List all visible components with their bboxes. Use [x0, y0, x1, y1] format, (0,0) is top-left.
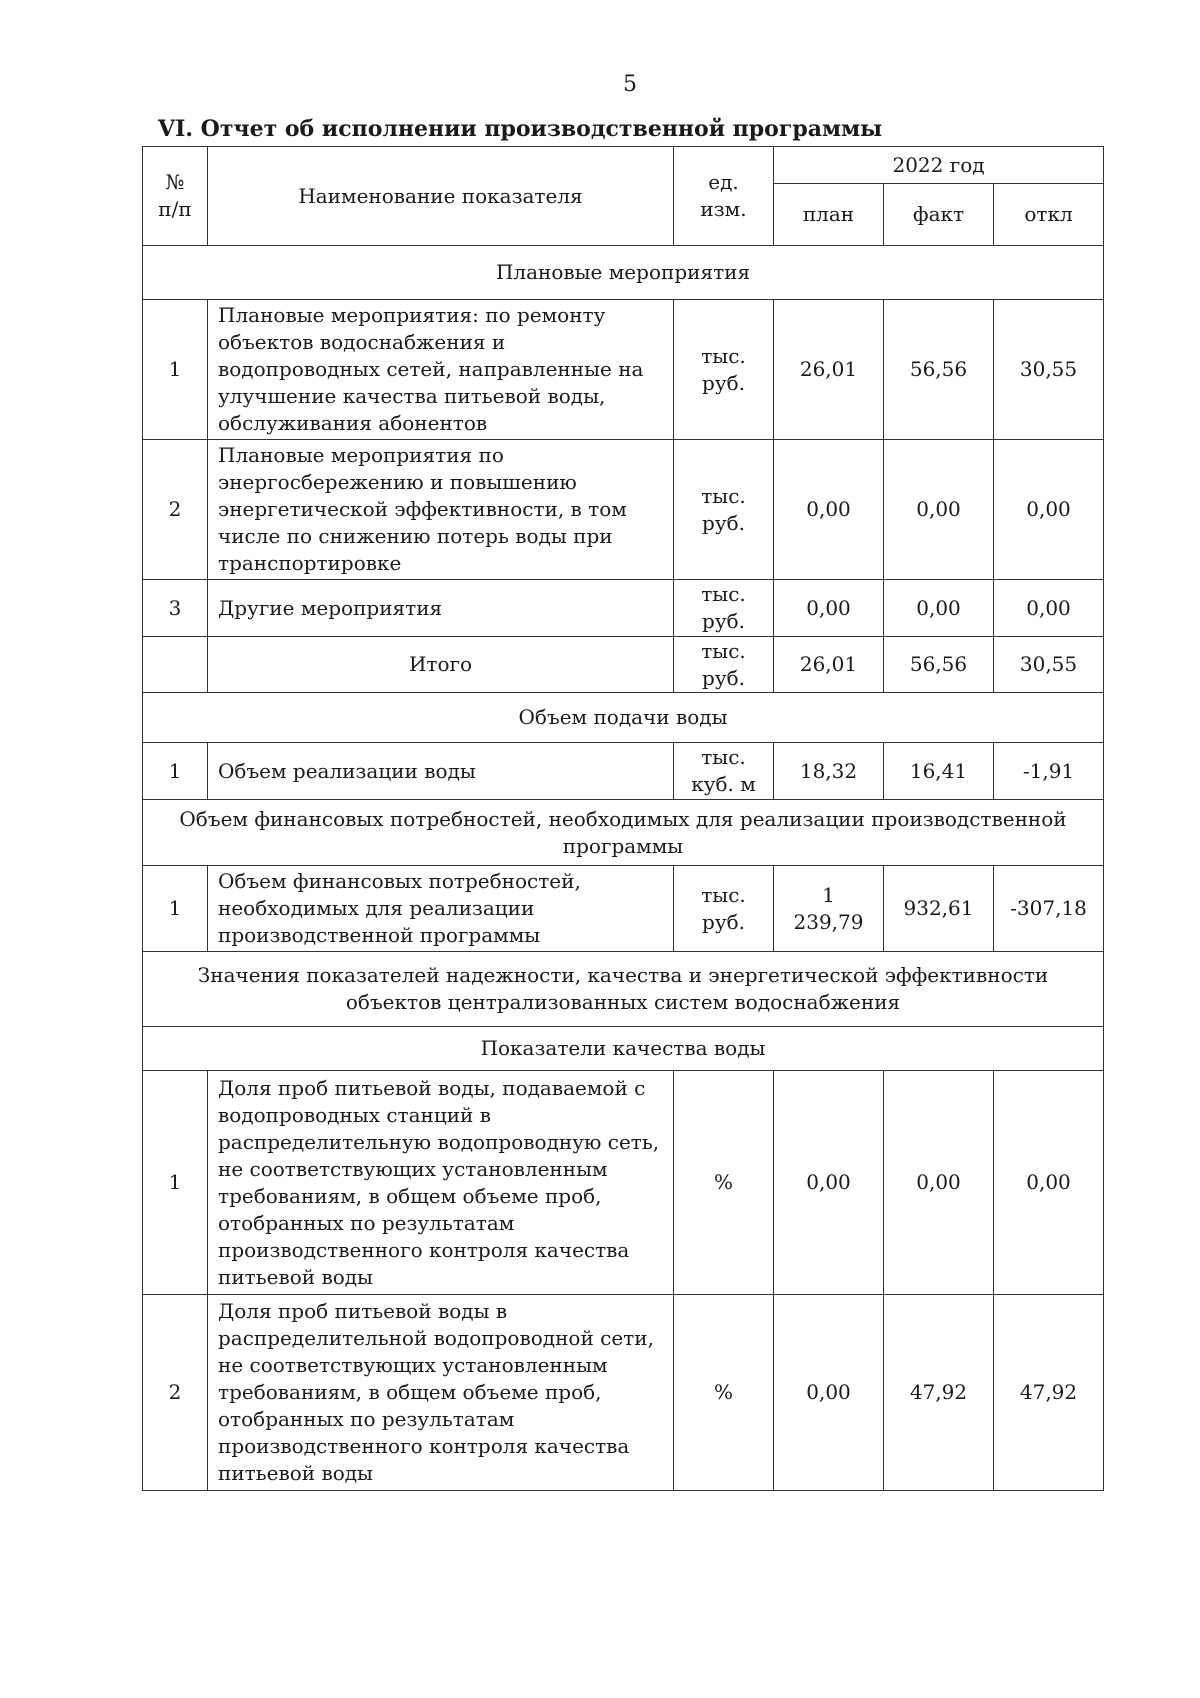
section-row	[143, 952, 1104, 1027]
cell-unit: тыс. руб.	[674, 440, 774, 580]
cell-num: 1	[143, 300, 208, 440]
table-row	[143, 866, 1104, 952]
cell-dev: -1,91	[994, 743, 1104, 800]
cell-name: Доля проб питьевой воды в распределительной водопроводной сети, не соответствующих установленным требованиям, в общем объеме проб, отобранных по результатам производственного контроля качества питьевой воды	[208, 1295, 674, 1491]
cell-plan: 18,32	[774, 743, 884, 800]
cell-unit: тыс. руб.	[674, 637, 774, 693]
header-fact: факт	[884, 184, 994, 246]
cell-name: Доля проб питьевой воды, подаваемой с водопроводных станций в распределительную водопроводную сеть, не соответствующих установленным требованиям, в общем объеме проб, отобранных по результатам производственного контроля качества питьевой воды	[208, 1071, 674, 1295]
page-number: 5	[623, 72, 637, 97]
section-title-planned: Плановые мероприятия	[143, 246, 1104, 300]
section-row	[143, 1027, 1104, 1071]
cell-fact: 16,41	[884, 743, 994, 800]
cell-plan: 1 239,79	[774, 866, 884, 952]
cell-unit: тыс. куб. м	[674, 743, 774, 800]
header-dev: откл	[994, 184, 1104, 246]
cell-plan: 0,00	[774, 1295, 884, 1491]
table-row	[143, 440, 1104, 580]
table-row	[143, 1295, 1104, 1491]
cell-unit: %	[674, 1071, 774, 1295]
header-row	[143, 147, 1104, 184]
cell-dev: -307,18	[994, 866, 1104, 952]
cell-name: Плановые мероприятия: по ремонту объектов водоснабжения и водопроводных сетей, направленные на улучшение качества питьевой воды, обслуживания абонентов	[208, 300, 674, 440]
cell-num: 2	[143, 440, 208, 580]
cell-num: 1	[143, 866, 208, 952]
cell-fact: 47,92	[884, 1295, 994, 1491]
cell-plan: 0,00	[774, 1071, 884, 1295]
report-table	[142, 146, 1104, 1491]
section-row	[143, 693, 1104, 743]
section-row	[143, 246, 1104, 300]
section-title-finance: Объем финансовых потребностей, необходимых для реализации производственной программы	[143, 800, 1104, 866]
cell-unit: %	[674, 1295, 774, 1491]
cell-total-label: Итого	[208, 637, 674, 693]
cell-unit: тыс. руб.	[674, 580, 774, 637]
cell-num: 2	[143, 1295, 208, 1491]
section-title-supply: Объем подачи воды	[143, 693, 1104, 743]
cell-num: 1	[143, 743, 208, 800]
cell-dev: 47,92	[994, 1295, 1104, 1491]
cell-dev: 0,00	[994, 440, 1104, 580]
cell-plan: 26,01	[774, 637, 884, 693]
table-row	[143, 1071, 1104, 1295]
cell-dev: 0,00	[994, 1071, 1104, 1295]
section-title-reliability: Значения показателей надежности, качества и энергетической эффективности объектов централизованных систем водоснабжения	[143, 952, 1104, 1027]
cell-fact: 932,61	[884, 866, 994, 952]
cell-fact: 0,00	[884, 440, 994, 580]
cell-dev: 30,55	[994, 300, 1104, 440]
cell-fact: 56,56	[884, 300, 994, 440]
section-row	[143, 800, 1104, 866]
header-name: Наименование показателя	[208, 147, 674, 246]
cell-name: Другие мероприятия	[208, 580, 674, 637]
cell-name: Плановые мероприятия по энергосбережению и повышению энергетической эффективности, в том числе по снижению потерь воды при транспортировке	[208, 440, 674, 580]
cell-unit: тыс. руб.	[674, 300, 774, 440]
cell-dev: 0,00	[994, 580, 1104, 637]
table-row	[143, 300, 1104, 440]
cell-plan: 26,01	[774, 300, 884, 440]
header-year: 2022 год	[774, 147, 1104, 184]
cell-name: Объем реализации воды	[208, 743, 674, 800]
cell-fact: 0,00	[884, 580, 994, 637]
cell-plan: 0,00	[774, 580, 884, 637]
cell-plan: 0,00	[774, 440, 884, 580]
section-title: VI. Отчет об исполнении производственной программы	[158, 116, 883, 142]
cell-dev: 30,55	[994, 637, 1104, 693]
cell-num: 3	[143, 580, 208, 637]
cell-unit: тыс. руб.	[674, 866, 774, 952]
cell-name: Объем финансовых потребностей, необходимых для реализации производственной программы	[208, 866, 674, 952]
cell-fact: 56,56	[884, 637, 994, 693]
header-plan: план	[774, 184, 884, 246]
cell-num: 1	[143, 1071, 208, 1295]
table-row	[143, 743, 1104, 800]
total-row	[143, 637, 1104, 693]
cell-fact: 0,00	[884, 1071, 994, 1295]
table-row	[143, 580, 1104, 637]
cell-num-empty	[143, 637, 208, 693]
header-unit: ед. изм.	[674, 147, 774, 246]
header-num: № п/п	[143, 147, 208, 246]
section-title-quality: Показатели качества воды	[143, 1027, 1104, 1071]
